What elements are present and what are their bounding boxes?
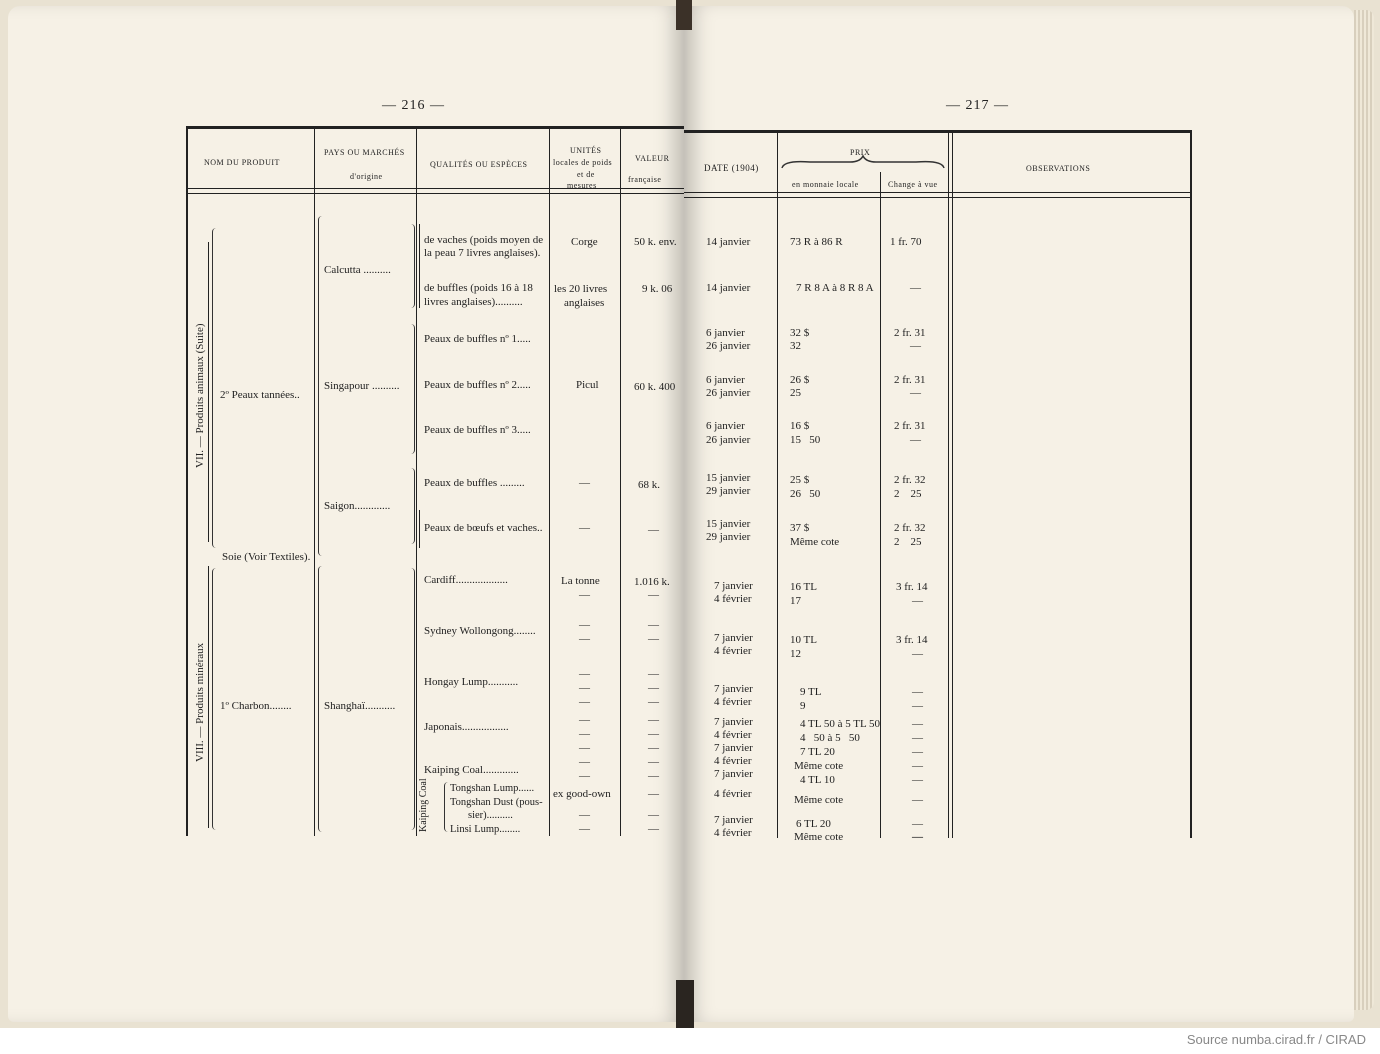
- unit-dash: —: [579, 522, 590, 534]
- date-cell: 15 janvier: [706, 472, 751, 484]
- header-observations: OBSERVATIONS: [1026, 164, 1091, 173]
- unit-dash: —: [579, 742, 590, 754]
- date-cell: 29 janvier: [706, 485, 751, 497]
- header-rule-2: [684, 197, 1192, 198]
- value-dash: —: [648, 619, 659, 631]
- binding-gutter: [676, 0, 692, 30]
- product-charbon: 1º Charbon........: [220, 700, 292, 712]
- date-cell: 26 janvier: [706, 434, 751, 446]
- header-rule: [186, 188, 684, 189]
- bookmark-ribbon: [676, 980, 694, 1028]
- price-cell: 7 R 8 A à 8 R 8 A: [796, 282, 874, 294]
- page-number-217: — 217 —: [946, 98, 1009, 113]
- value-dash: —: [648, 524, 659, 536]
- unit-dash: —: [579, 809, 590, 821]
- change-cell: 2 fr. 31: [894, 374, 926, 386]
- value-dash: —: [648, 823, 659, 835]
- col-rule: [777, 132, 778, 838]
- date-cell: 7 janvier: [714, 716, 753, 728]
- header-rule-2: [186, 193, 684, 194]
- date-cell: 7 janvier: [714, 742, 753, 754]
- header-change: Change à vue: [888, 180, 938, 189]
- table-top-rule: [684, 130, 1192, 133]
- date-cell: 14 janvier: [706, 282, 751, 294]
- change-cell: 2 25: [894, 536, 922, 548]
- price-cell: 32: [790, 340, 801, 352]
- prix-brace: [780, 154, 946, 170]
- price-cell: 16 TL: [790, 581, 817, 593]
- right-page: [684, 6, 1354, 1022]
- page-edges: [1354, 10, 1374, 1010]
- price-cell: Même cote: [794, 794, 844, 806]
- unit-anglaises: anglaises: [564, 297, 605, 309]
- market-shanghai: Shanghaï...........: [324, 700, 396, 712]
- unit-dash: —: [579, 770, 590, 782]
- date-cell: 29 janvier: [706, 531, 751, 543]
- change-cell: 3 fr. 14: [896, 634, 928, 646]
- unit-20-livres: les 20 livres: [554, 283, 608, 295]
- date-cell: 4 février: [714, 729, 752, 741]
- product-brace: [212, 568, 219, 830]
- unit-dash: —: [579, 668, 590, 680]
- price-cell: 17: [790, 595, 801, 607]
- col-rule: [952, 132, 953, 838]
- quality-7: Peaux de bœufs et vaches..: [424, 522, 543, 534]
- value-dash: —: [648, 589, 659, 601]
- change-cell: —: [912, 760, 923, 772]
- quality-11: Japonais.................: [424, 721, 509, 733]
- date-cell: 4 février: [714, 788, 752, 800]
- change-cell: —: [912, 718, 923, 730]
- product-peaux: 2º Peaux tannées..: [220, 389, 300, 401]
- change-cell: 2 fr. 32: [894, 474, 926, 486]
- header-value: VALEUR: [635, 154, 670, 163]
- quality-8: Cardiff...................: [424, 574, 508, 586]
- change-cell: —: [910, 434, 921, 446]
- quality-left-line: [419, 224, 420, 308]
- change-cell: —: [912, 700, 923, 712]
- unit-dash: —: [579, 589, 590, 601]
- quality-5: Peaux de buffles nº 3.....: [424, 424, 531, 436]
- unit-picul: Picul: [576, 379, 599, 391]
- col-rule: [314, 128, 315, 836]
- change-cell: 2 25: [894, 488, 922, 500]
- unit-dash: —: [579, 633, 590, 645]
- date-cell: 6 janvier: [706, 420, 745, 432]
- value-dash: —: [648, 770, 659, 782]
- value-dash: —: [648, 756, 659, 768]
- header-country-sub: d'origine: [350, 172, 383, 181]
- section-mineral: VIII. — Produits minéraux: [194, 642, 206, 762]
- quality-10: Hongay Lump...........: [424, 676, 519, 688]
- price-cell: 37 $: [790, 522, 810, 534]
- header-value-2: française: [628, 175, 662, 184]
- date-cell: 26 janvier: [706, 387, 751, 399]
- quality-15: Linsi Lump........: [450, 824, 521, 835]
- change-cell: 1 fr. 70: [890, 236, 922, 248]
- quality-12: Kaiping Coal.............: [424, 764, 519, 776]
- date-cell: 15 janvier: [706, 518, 751, 530]
- value-68k: 68 k.: [638, 479, 660, 491]
- header-units-2: locales de poids: [553, 158, 613, 167]
- date-cell: 7 janvier: [714, 580, 753, 592]
- quality-9: Sydney Wollongong........: [424, 625, 536, 637]
- price-cell: 7 TL 20: [800, 746, 835, 758]
- change-cell: 2 fr. 31: [894, 420, 926, 432]
- section-animal: VII. — Produits animaux (Suite): [194, 323, 206, 468]
- market-singapour: Singapour ..........: [324, 380, 400, 392]
- quality-4: Peaux de buffles nº 2.....: [424, 379, 531, 391]
- change-cell: —: [912, 746, 923, 758]
- quality-2b: livres anglaises)..........: [424, 296, 523, 308]
- section-line: [208, 242, 209, 542]
- quality-brace: [408, 468, 415, 544]
- unit-dash: —: [579, 756, 590, 768]
- header-quality: QUALITÉS OU ESPÈCES: [430, 160, 528, 169]
- date-cell: 26 janvier: [706, 340, 751, 352]
- col-rule: [186, 126, 188, 836]
- price-cell: Même cote: [794, 831, 844, 843]
- quality-1a: de vaches (poids moyen de: [424, 234, 544, 246]
- change-cell: —: [912, 648, 923, 660]
- header-date: DATE (1904): [704, 163, 759, 173]
- value-dash: —: [648, 788, 659, 800]
- unit-dash: —: [579, 696, 590, 708]
- date-cell: 6 janvier: [706, 374, 745, 386]
- change-cell: 3 fr. 14: [896, 581, 928, 593]
- col-rule-right: [1190, 130, 1192, 838]
- quality-14b: sier)..........: [468, 810, 513, 821]
- change-cell: —: [912, 818, 923, 830]
- price-cell: 25 $: [790, 474, 810, 486]
- price-cell: 9: [800, 700, 806, 712]
- price-cell: 26 $: [790, 374, 810, 386]
- unit-dash: —: [579, 619, 590, 631]
- date-cell: 7 janvier: [714, 768, 753, 780]
- kaiping-group-label: Kaiping Coal: [418, 778, 429, 832]
- col-rule: [416, 128, 417, 836]
- value-60k400: 60 k. 400: [634, 381, 676, 393]
- date-cell: 7 janvier: [714, 814, 753, 826]
- change-cell: —: [912, 595, 923, 607]
- value-dash: —: [648, 668, 659, 680]
- section-line: [208, 566, 209, 828]
- date-cell: 4 février: [714, 755, 752, 767]
- value-dash: —: [648, 682, 659, 694]
- quality-brace: [408, 224, 415, 308]
- col-rule: [549, 128, 550, 836]
- price-cell: 9 TL: [800, 686, 822, 698]
- quality-2a: de buffles (poids 16 à 18: [424, 282, 533, 294]
- price-cell: 12: [790, 648, 801, 660]
- quality-6: Peaux de buffles .........: [424, 477, 525, 489]
- change-cell: —: [912, 794, 923, 806]
- quality-14a: Tongshan Dust (pous-: [450, 797, 543, 808]
- quality-13: Tongshan Lump......: [450, 783, 535, 794]
- unit-corge: Corge: [571, 236, 598, 248]
- unit-ex-good-own: ex good-own: [553, 788, 611, 800]
- value-dash: —: [648, 742, 659, 754]
- change-cell: 2 fr. 31: [894, 327, 926, 339]
- quality-1b: la peau 7 livres anglaises).: [424, 247, 541, 259]
- header-units-3: et de: [577, 170, 595, 179]
- value-1016k: 1.016 k.: [634, 576, 670, 588]
- header-rule: [684, 192, 1192, 193]
- unit-la-tonne: La tonne: [561, 575, 600, 587]
- footer-bar: [0, 1028, 1380, 1054]
- change-cell: —: [912, 732, 923, 744]
- header-country: PAYS OU MARCHÉS: [324, 148, 405, 157]
- header-units: UNITÉS: [570, 146, 602, 155]
- price-cell: 25: [790, 387, 801, 399]
- date-cell: 4 février: [714, 593, 752, 605]
- change-cell: —: [912, 831, 923, 843]
- unit-dash: —: [579, 682, 590, 694]
- quality-left-line: [419, 510, 420, 548]
- change-cell: —: [910, 282, 921, 294]
- price-cell: 4 50 à 5 50: [800, 732, 860, 744]
- quality-brace: [408, 568, 415, 830]
- date-cell: 4 février: [714, 696, 752, 708]
- date-cell: 14 janvier: [706, 236, 751, 248]
- product-brace: [212, 228, 219, 548]
- price-cell: 6 TL 20: [796, 818, 831, 830]
- col-rule: [948, 132, 949, 838]
- price-cell: Même cote: [794, 760, 844, 772]
- market-calcutta: Calcutta ..........: [324, 264, 391, 276]
- value-dash: —: [648, 728, 659, 740]
- price-cell: 26 50: [790, 488, 821, 500]
- price-cell: 4 TL 10: [800, 774, 835, 786]
- date-cell: 7 janvier: [714, 632, 753, 644]
- page-number-216: — 216 —: [382, 98, 445, 113]
- date-cell: 4 février: [714, 645, 752, 657]
- date-cell: 4 février: [714, 827, 752, 839]
- market-saigon: Saigon.............: [324, 500, 391, 512]
- price-cell: 73 R à 86 R: [790, 236, 843, 248]
- change-cell: —: [912, 686, 923, 698]
- unit-dash: —: [579, 477, 590, 489]
- unit-dash: —: [579, 823, 590, 835]
- market-brace: [318, 566, 325, 832]
- change-cell: —: [912, 774, 923, 786]
- value-dash: —: [648, 633, 659, 645]
- quality-brace: [408, 324, 415, 454]
- source-credit: Source numba.cirad.fr / CIRAD: [1186, 1032, 1366, 1047]
- col-rule: [880, 172, 881, 838]
- unit-dash: —: [579, 728, 590, 740]
- price-cell: 15 50: [790, 434, 821, 446]
- value-9k06: 9 k. 06: [642, 283, 673, 295]
- product-soie: Soie (Voir Textiles).: [222, 551, 311, 563]
- value-50k: 50 k. env.: [634, 236, 677, 248]
- date-cell: 7 janvier: [714, 683, 753, 695]
- header-local-currency: en monnaie locale: [792, 180, 859, 189]
- table-top-rule: [186, 126, 684, 129]
- unit-dash: —: [579, 714, 590, 726]
- header-product: NOM DU PRODUIT: [204, 158, 280, 167]
- price-cell: 4 TL 50 à 5 TL 50: [800, 718, 881, 730]
- change-cell: 2 fr. 32: [894, 522, 926, 534]
- change-cell: —: [910, 387, 921, 399]
- header-prix: PRIX: [850, 148, 871, 157]
- date-cell: 6 janvier: [706, 327, 745, 339]
- quality-3: Peaux de buffles nº 1.....: [424, 333, 531, 345]
- price-cell: 32 $: [790, 327, 810, 339]
- header-units-4: mesures: [567, 181, 597, 190]
- price-cell: Même cote: [790, 536, 840, 548]
- value-dash: —: [648, 696, 659, 708]
- left-page: [8, 6, 684, 1022]
- change-cell: —: [910, 340, 921, 352]
- price-cell: 16 $: [790, 420, 810, 432]
- value-dash: —: [648, 809, 659, 821]
- value-dash: —: [648, 714, 659, 726]
- col-rule: [620, 128, 621, 836]
- price-cell: 10 TL: [790, 634, 817, 646]
